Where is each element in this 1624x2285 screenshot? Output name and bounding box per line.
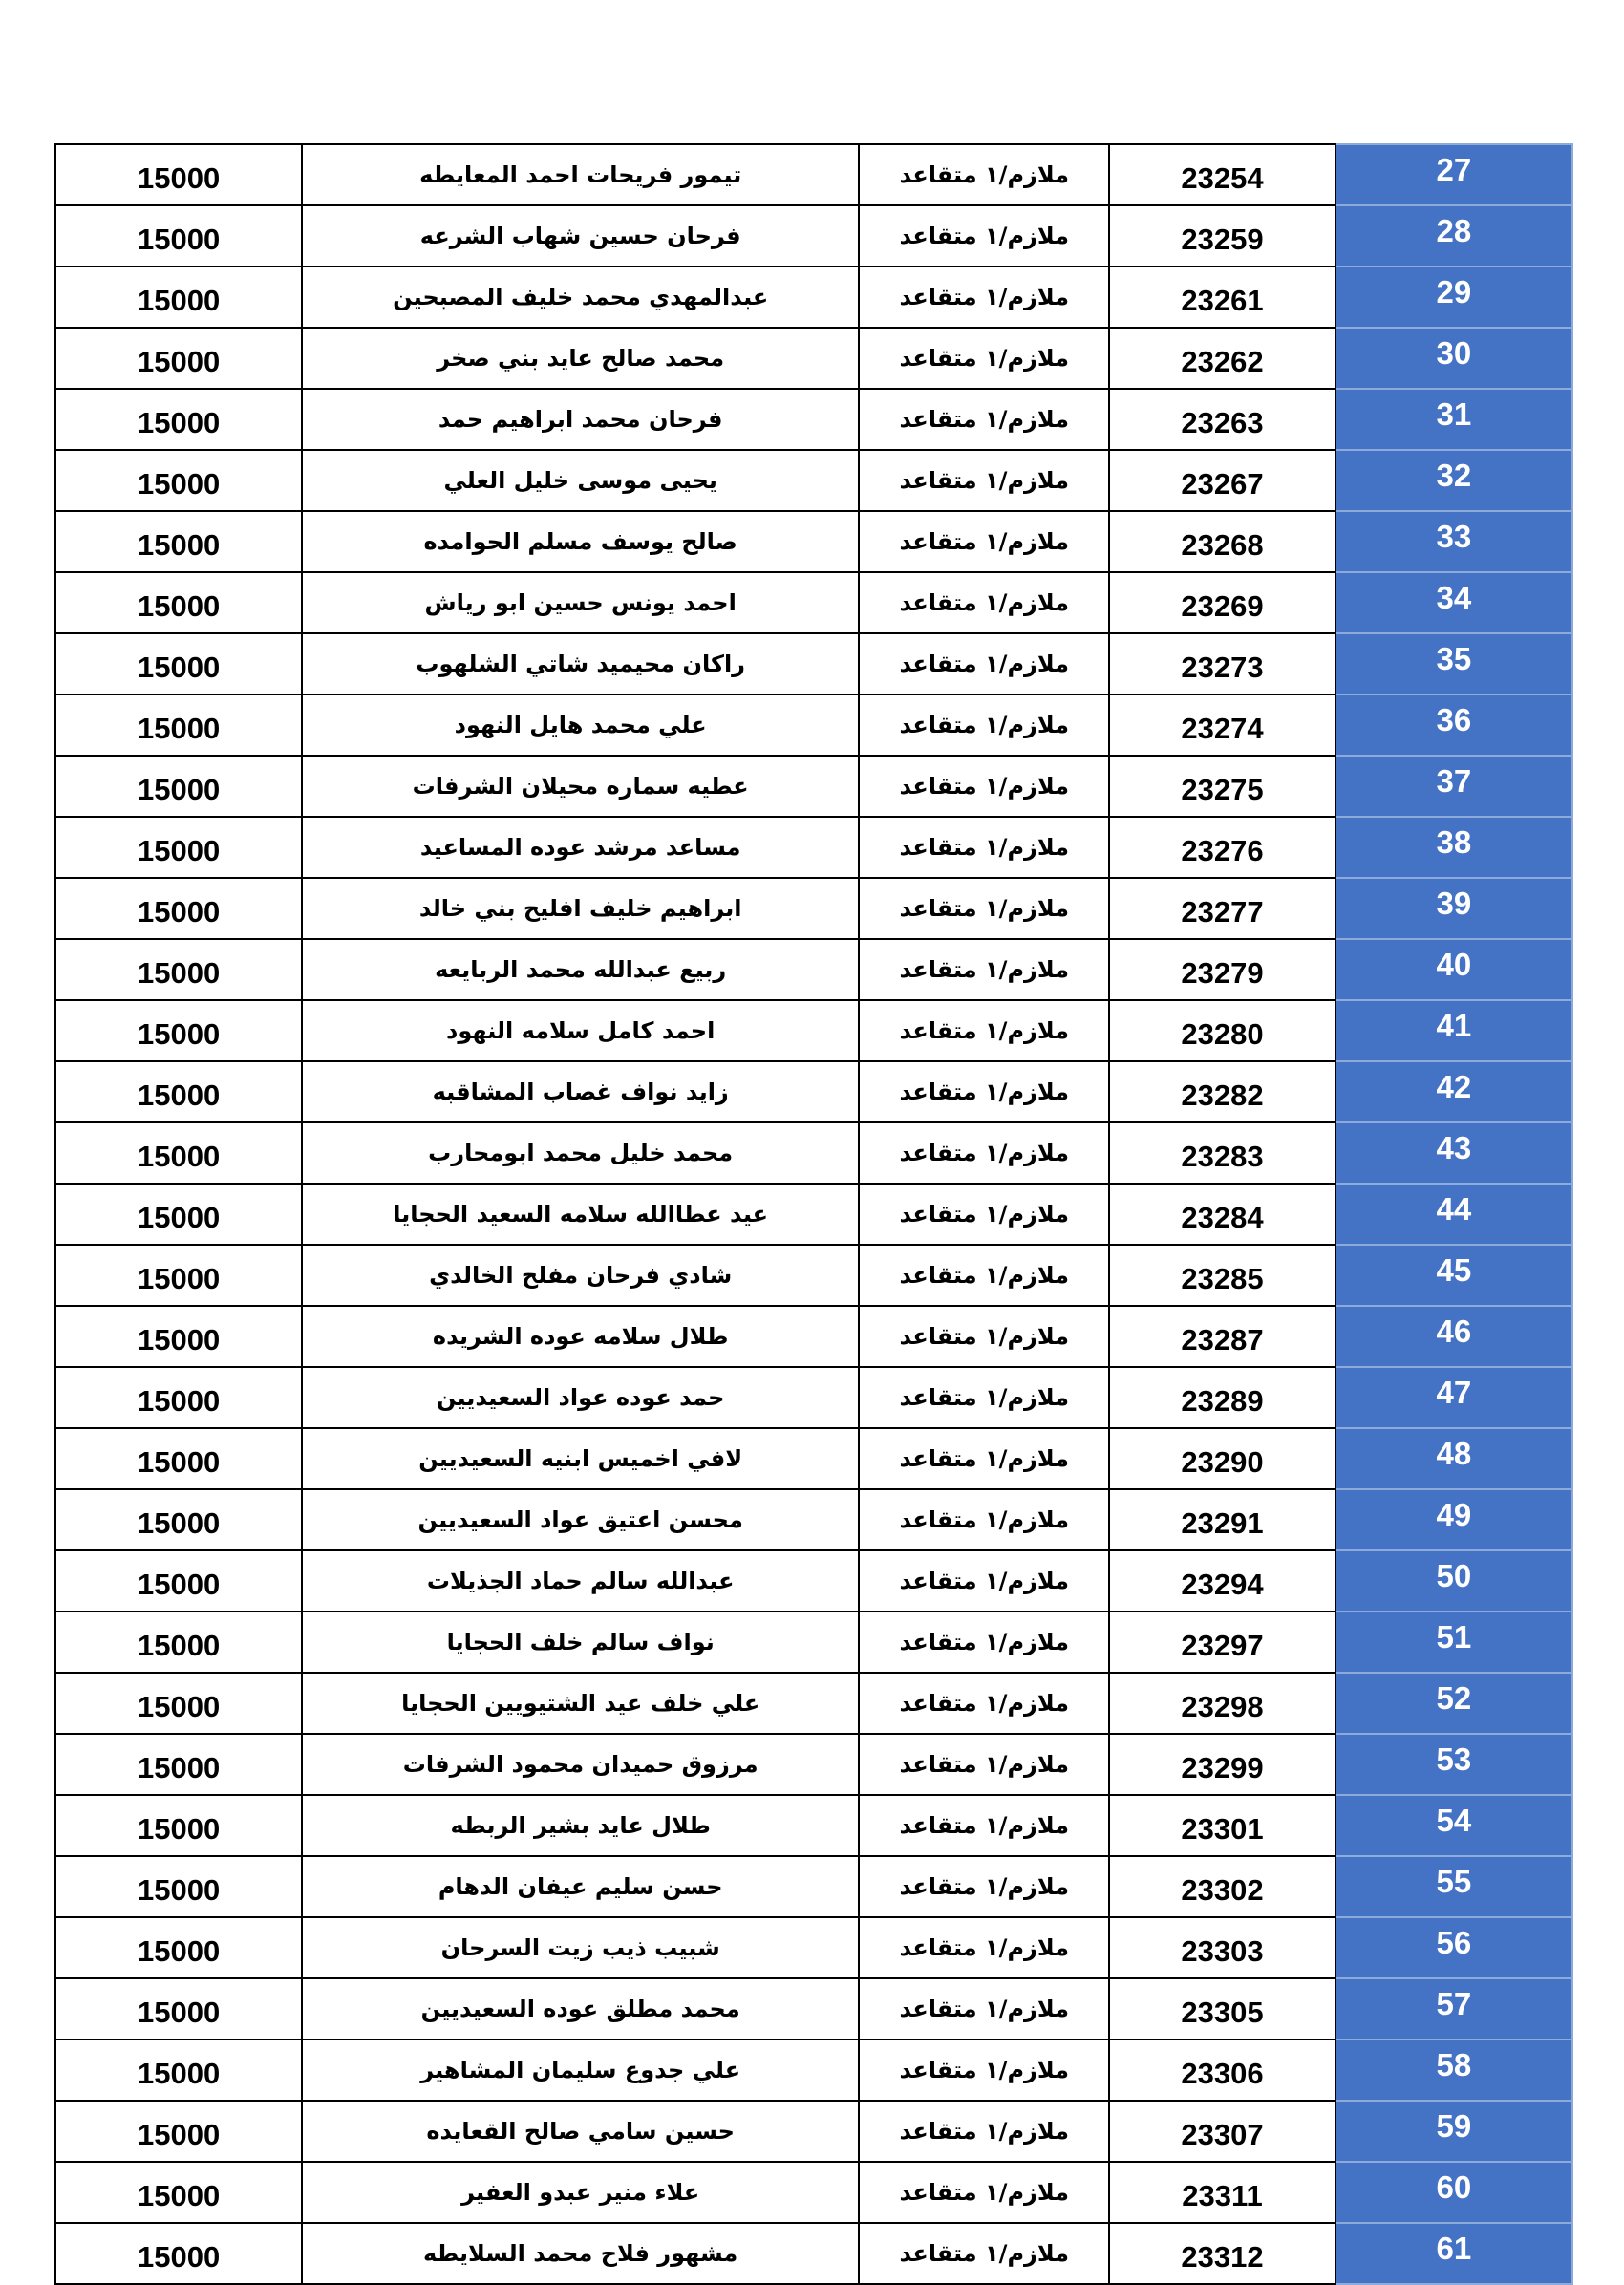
rank-cell: ملازم/١ متقاعد — [859, 1489, 1109, 1550]
table-row — [55, 205, 1572, 267]
name-cell: تيمور فريحات احمد المعايطه — [302, 144, 859, 205]
id-number-cell: 23312 — [1109, 2223, 1335, 2284]
name-cell: لافي اخميس ابنيه السعيديين — [302, 1428, 859, 1489]
name-cell: محمد مطلق عوده السعيديين — [302, 1978, 859, 2039]
rank-cell: ملازم/١ متقاعد — [859, 1673, 1109, 1734]
name-cell: مشهور فلاح محمد السلايطه — [302, 2223, 859, 2284]
name-cell: حمد عوده عواد السعيديين — [302, 1367, 859, 1428]
sequence-number-cell: 56 — [1336, 1917, 1572, 1978]
id-number-cell: 23280 — [1109, 1000, 1335, 1061]
id-number-cell: 23283 — [1109, 1122, 1335, 1184]
sequence-number-cell: 51 — [1336, 1612, 1572, 1673]
table-row — [55, 1734, 1572, 1795]
table-row — [55, 1795, 1572, 1856]
sequence-number-cell: 59 — [1336, 2101, 1572, 2162]
id-number-cell: 23263 — [1109, 389, 1335, 450]
rank-cell: ملازم/١ متقاعد — [859, 1000, 1109, 1061]
sequence-number-cell: 28 — [1336, 205, 1572, 267]
rank-cell: ملازم/١ متقاعد — [859, 205, 1109, 267]
amount-cell: 15000 — [55, 817, 302, 878]
id-number-cell: 23284 — [1109, 1184, 1335, 1245]
rank-cell: ملازم/١ متقاعد — [859, 1122, 1109, 1184]
rank-cell: ملازم/١ متقاعد — [859, 267, 1109, 328]
rank-cell: ملازم/١ متقاعد — [859, 817, 1109, 878]
name-cell: شادي فرحان مفلح الخالدي — [302, 1245, 859, 1306]
name-cell: ربيع عبدالله محمد الربايعه — [302, 939, 859, 1000]
rank-cell: ملازم/١ متقاعد — [859, 878, 1109, 939]
name-cell: عبدالمهدي محمد خليف المصبحين — [302, 267, 859, 328]
rank-cell: ملازم/١ متقاعد — [859, 144, 1109, 205]
id-number-cell: 23297 — [1109, 1612, 1335, 1673]
name-cell: علي محمد هايل النهود — [302, 694, 859, 756]
rank-cell: ملازم/١ متقاعد — [859, 1428, 1109, 1489]
id-number-cell: 23269 — [1109, 572, 1335, 633]
rank-cell: ملازم/١ متقاعد — [859, 2039, 1109, 2101]
rank-cell: ملازم/١ متقاعد — [859, 1184, 1109, 1245]
table-row — [55, 878, 1572, 939]
amount-cell: 15000 — [55, 2223, 302, 2284]
id-number-cell: 23290 — [1109, 1428, 1335, 1489]
rank-cell: ملازم/١ متقاعد — [859, 2162, 1109, 2223]
table-row — [55, 633, 1572, 694]
table-row — [55, 2223, 1572, 2284]
amount-cell: 15000 — [55, 205, 302, 267]
sequence-number-cell: 35 — [1336, 633, 1572, 694]
id-number-cell: 23267 — [1109, 450, 1335, 511]
amount-cell: 15000 — [55, 2101, 302, 2162]
rank-cell: ملازم/١ متقاعد — [859, 694, 1109, 756]
table-row — [55, 1856, 1572, 1917]
id-number-cell: 23294 — [1109, 1550, 1335, 1612]
table-row — [55, 1550, 1572, 1612]
sequence-number-cell: 41 — [1336, 1000, 1572, 1061]
amount-cell: 15000 — [55, 2162, 302, 2223]
rank-cell: ملازم/١ متقاعد — [859, 1306, 1109, 1367]
table-row — [55, 450, 1572, 511]
id-number-cell: 23302 — [1109, 1856, 1335, 1917]
id-number-cell: 23285 — [1109, 1245, 1335, 1306]
id-number-cell: 23259 — [1109, 205, 1335, 267]
name-cell: محسن اعتيق عواد السعيديين — [302, 1489, 859, 1550]
name-cell: حسين سامي صالح القعايده — [302, 2101, 859, 2162]
name-cell: احمد يونس حسين ابو رياش — [302, 572, 859, 633]
rank-cell: ملازم/١ متقاعد — [859, 2223, 1109, 2284]
table-row — [55, 1612, 1572, 1673]
table-row — [55, 1428, 1572, 1489]
sequence-number-cell: 32 — [1336, 450, 1572, 511]
id-number-cell: 23305 — [1109, 1978, 1335, 2039]
records-table-body — [55, 144, 1572, 2284]
id-number-cell: 23282 — [1109, 1061, 1335, 1122]
name-cell: محمد صالح عايد بني صخر — [302, 328, 859, 389]
table-row — [55, 1978, 1572, 2039]
table-row — [55, 572, 1572, 633]
name-cell: نواف سالم خلف الحجايا — [302, 1612, 859, 1673]
rank-cell: ملازم/١ متقاعد — [859, 1978, 1109, 2039]
sequence-number-cell: 36 — [1336, 694, 1572, 756]
amount-cell: 15000 — [55, 1489, 302, 1550]
amount-cell: 15000 — [55, 1978, 302, 2039]
amount-cell: 15000 — [55, 1795, 302, 1856]
sequence-number-cell: 34 — [1336, 572, 1572, 633]
id-number-cell: 23287 — [1109, 1306, 1335, 1367]
amount-cell: 15000 — [55, 328, 302, 389]
id-number-cell: 23306 — [1109, 2039, 1335, 2101]
sequence-number-cell: 61 — [1336, 2223, 1572, 2284]
rank-cell: ملازم/١ متقاعد — [859, 572, 1109, 633]
sequence-number-cell: 53 — [1336, 1734, 1572, 1795]
rank-cell: ملازم/١ متقاعد — [859, 1367, 1109, 1428]
amount-cell: 15000 — [55, 633, 302, 694]
table-row — [55, 1122, 1572, 1184]
table-row — [55, 328, 1572, 389]
amount-cell: 15000 — [55, 450, 302, 511]
rank-cell: ملازم/١ متقاعد — [859, 1734, 1109, 1795]
rank-cell: ملازم/١ متقاعد — [859, 450, 1109, 511]
sequence-number-cell: 49 — [1336, 1489, 1572, 1550]
sequence-number-cell: 39 — [1336, 878, 1572, 939]
sequence-number-cell: 55 — [1336, 1856, 1572, 1917]
id-number-cell: 23311 — [1109, 2162, 1335, 2223]
rank-cell: ملازم/١ متقاعد — [859, 389, 1109, 450]
amount-cell: 15000 — [55, 1428, 302, 1489]
sequence-number-cell: 57 — [1336, 1978, 1572, 2039]
name-cell: فرحان محمد ابراهيم حمد — [302, 389, 859, 450]
id-number-cell: 23268 — [1109, 511, 1335, 572]
table-row — [55, 1673, 1572, 1734]
name-cell: عيد عطاالله سلامه السعيد الحجايا — [302, 1184, 859, 1245]
sequence-number-cell: 46 — [1336, 1306, 1572, 1367]
table-row — [55, 144, 1572, 205]
amount-cell: 15000 — [55, 1856, 302, 1917]
name-cell: علاء منير عبدو العفير — [302, 2162, 859, 2223]
id-number-cell: 23274 — [1109, 694, 1335, 756]
table-row — [55, 2039, 1572, 2101]
table-row — [55, 1367, 1572, 1428]
sequence-number-cell: 30 — [1336, 328, 1572, 389]
id-number-cell: 23262 — [1109, 328, 1335, 389]
name-cell: ابراهيم خليف افليح بني خالد — [302, 878, 859, 939]
name-cell: محمد خليل محمد ابومحارب — [302, 1122, 859, 1184]
sequence-number-cell: 52 — [1336, 1673, 1572, 1734]
sequence-number-cell: 60 — [1336, 2162, 1572, 2223]
name-cell: طلال سلامه عوده الشريده — [302, 1306, 859, 1367]
table-row — [55, 939, 1572, 1000]
table-row — [55, 1917, 1572, 1978]
id-number-cell: 23289 — [1109, 1367, 1335, 1428]
name-cell: مرزوق حميدان محمود الشرفات — [302, 1734, 859, 1795]
table-row — [55, 267, 1572, 328]
name-cell: فرحان حسين شهاب الشرعه — [302, 205, 859, 267]
amount-cell: 15000 — [55, 1306, 302, 1367]
table-row — [55, 1000, 1572, 1061]
rank-cell: ملازم/١ متقاعد — [859, 633, 1109, 694]
name-cell: طلال عايد بشير الربطه — [302, 1795, 859, 1856]
id-number-cell: 23307 — [1109, 2101, 1335, 2162]
rank-cell: ملازم/١ متقاعد — [859, 1856, 1109, 1917]
name-cell: علي جدوع سليمان المشاهير — [302, 2039, 859, 2101]
table-row — [55, 694, 1572, 756]
sequence-number-cell: 47 — [1336, 1367, 1572, 1428]
sequence-number-cell: 44 — [1336, 1184, 1572, 1245]
rank-cell: ملازم/١ متقاعد — [859, 1917, 1109, 1978]
name-cell: احمد كامل سلامه النهود — [302, 1000, 859, 1061]
sequence-number-cell: 29 — [1336, 267, 1572, 328]
id-number-cell: 23261 — [1109, 267, 1335, 328]
amount-cell: 15000 — [55, 2039, 302, 2101]
id-number-cell: 23301 — [1109, 1795, 1335, 1856]
name-cell: شبيب ذيب زيت السرحان — [302, 1917, 859, 1978]
name-cell: عبدالله سالم حماد الجذيلات — [302, 1550, 859, 1612]
rank-cell: ملازم/١ متقاعد — [859, 328, 1109, 389]
amount-cell: 15000 — [55, 389, 302, 450]
records-table — [54, 143, 1573, 2285]
sequence-number-cell: 43 — [1336, 1122, 1572, 1184]
table-row — [55, 1061, 1572, 1122]
table-row — [55, 2101, 1572, 2162]
name-cell: صالح يوسف مسلم الحوامده — [302, 511, 859, 572]
rank-cell: ملازم/١ متقاعد — [859, 756, 1109, 817]
table-row — [55, 1306, 1572, 1367]
table-row — [55, 1184, 1572, 1245]
sequence-number-cell: 27 — [1336, 144, 1572, 205]
amount-cell: 15000 — [55, 939, 302, 1000]
rank-cell: ملازم/١ متقاعد — [859, 1550, 1109, 1612]
rank-cell: ملازم/١ متقاعد — [859, 2101, 1109, 2162]
id-number-cell: 23275 — [1109, 756, 1335, 817]
sequence-number-cell: 37 — [1336, 756, 1572, 817]
id-number-cell: 23299 — [1109, 1734, 1335, 1795]
amount-cell: 15000 — [55, 1061, 302, 1122]
amount-cell: 15000 — [55, 511, 302, 572]
sequence-number-cell: 42 — [1336, 1061, 1572, 1122]
name-cell: علي خلف عيد الشتيويين الحجايا — [302, 1673, 859, 1734]
id-number-cell: 23276 — [1109, 817, 1335, 878]
name-cell: حسن سليم عيفان الدهام — [302, 1856, 859, 1917]
rank-cell: ملازم/١ متقاعد — [859, 1245, 1109, 1306]
table-row — [55, 511, 1572, 572]
amount-cell: 15000 — [55, 1000, 302, 1061]
id-number-cell: 23303 — [1109, 1917, 1335, 1978]
rank-cell: ملازم/١ متقاعد — [859, 1612, 1109, 1673]
name-cell: عطيه سماره محيلان الشرفات — [302, 756, 859, 817]
amount-cell: 15000 — [55, 694, 302, 756]
id-number-cell: 23298 — [1109, 1673, 1335, 1734]
name-cell: مساعد مرشد عوده المساعيد — [302, 817, 859, 878]
amount-cell: 15000 — [55, 1734, 302, 1795]
id-number-cell: 23277 — [1109, 878, 1335, 939]
table-row — [55, 817, 1572, 878]
name-cell: يحيى موسى خليل العلي — [302, 450, 859, 511]
id-number-cell: 23273 — [1109, 633, 1335, 694]
name-cell: زايد نواف غصاب المشاقبه — [302, 1061, 859, 1122]
amount-cell: 15000 — [55, 1673, 302, 1734]
rank-cell: ملازم/١ متقاعد — [859, 1795, 1109, 1856]
amount-cell: 15000 — [55, 1184, 302, 1245]
sequence-number-cell: 33 — [1336, 511, 1572, 572]
amount-cell: 15000 — [55, 267, 302, 328]
sequence-number-cell: 58 — [1336, 2039, 1572, 2101]
table-row — [55, 389, 1572, 450]
amount-cell: 15000 — [55, 1367, 302, 1428]
rank-cell: ملازم/١ متقاعد — [859, 511, 1109, 572]
amount-cell: 15000 — [55, 1612, 302, 1673]
rank-cell: ملازم/١ متقاعد — [859, 939, 1109, 1000]
id-number-cell: 23254 — [1109, 144, 1335, 205]
id-number-cell: 23279 — [1109, 939, 1335, 1000]
sequence-number-cell: 48 — [1336, 1428, 1572, 1489]
amount-cell: 15000 — [55, 878, 302, 939]
id-number-cell: 23291 — [1109, 1489, 1335, 1550]
amount-cell: 15000 — [55, 1917, 302, 1978]
amount-cell: 15000 — [55, 144, 302, 205]
amount-cell: 15000 — [55, 1245, 302, 1306]
sequence-number-cell: 50 — [1336, 1550, 1572, 1612]
amount-cell: 15000 — [55, 1550, 302, 1612]
amount-cell: 15000 — [55, 756, 302, 817]
amount-cell: 15000 — [55, 1122, 302, 1184]
sequence-number-cell: 31 — [1336, 389, 1572, 450]
sequence-number-cell: 40 — [1336, 939, 1572, 1000]
rank-cell: ملازم/١ متقاعد — [859, 1061, 1109, 1122]
sequence-number-cell: 38 — [1336, 817, 1572, 878]
sequence-number-cell: 45 — [1336, 1245, 1572, 1306]
name-cell: راكان محيميد شاتي الشلهوب — [302, 633, 859, 694]
sequence-number-cell: 54 — [1336, 1795, 1572, 1856]
table-row — [55, 1489, 1572, 1550]
amount-cell: 15000 — [55, 572, 302, 633]
table-row — [55, 1245, 1572, 1306]
table-row — [55, 756, 1572, 817]
table-row — [55, 2162, 1572, 2223]
